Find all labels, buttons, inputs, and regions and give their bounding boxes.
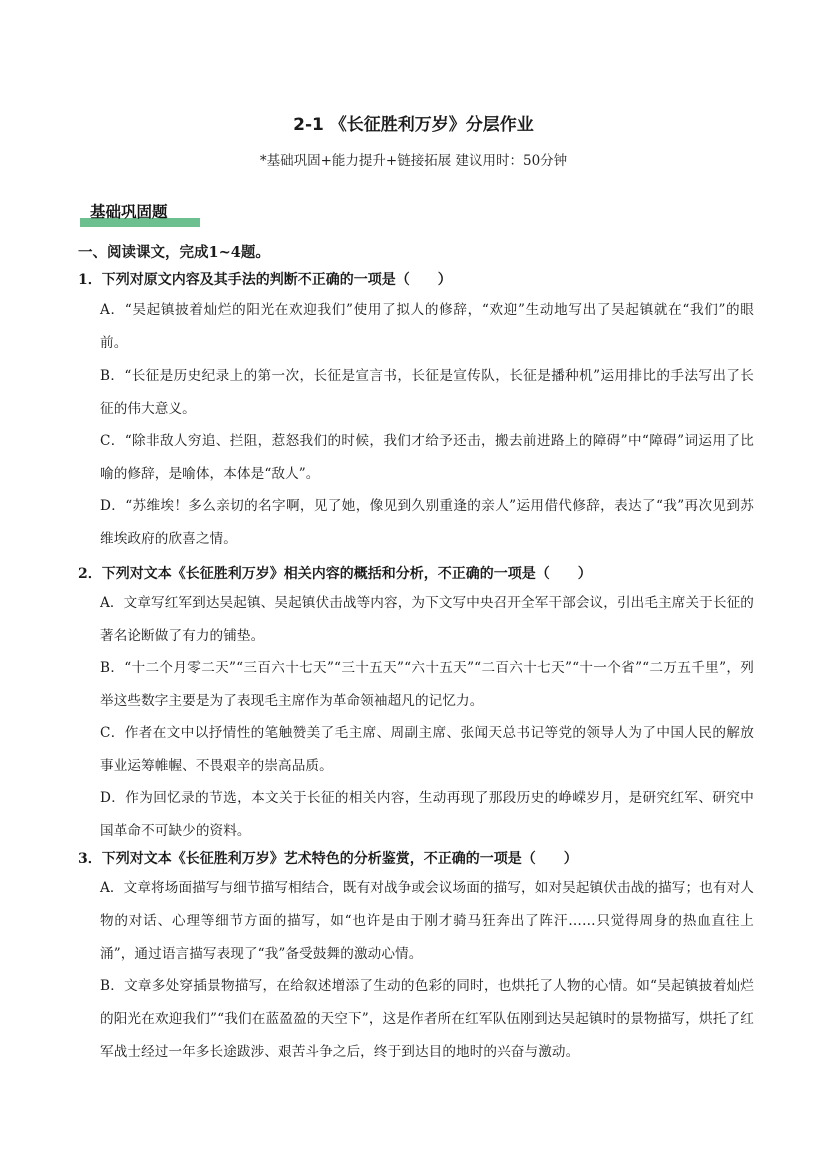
- question-1-option-a: A．“吴起镇披着灿烂的阳光在欢迎我们”使用了拟人的修辞，“欢迎”生动地写出了吴起镇就在“我们”的眼前。: [100, 302, 754, 351]
- section-tag: [80, 198, 200, 230]
- section-tag-label: 基础巩固题: [90, 203, 168, 221]
- question-3-option-a: A．文章将场面描写与细节描写相结合，既有对战争或会议场面的描写，如对吴起镇伏击战的描写；也有对人物的对话、心理等细节方面的描写，如“也许是由于刚才骑马狂奔出了阵汗……只觉得周身的热血直往上涌”，通过语言描写表现了“我”备受鼓舞的激动心情。: [100, 880, 754, 962]
- document-subtitle: *基础巩固+能力提升+链接拓展 建议用时：50分钟: [259, 153, 568, 169]
- question-2-option-d: D．作为回忆录的节选，本文关于长征的相关内容，生动再现了那段历史的峥嵘岁月，是研究红军、研究中国革命不可缺少的资料。: [100, 790, 754, 839]
- question-1-option-d: D．“苏维埃！多么亲切的名字啊，见了她，像见到久别重逢的亲人”运用借代修辞，表达了“我”再次见到苏维埃政府的欣喜之情。: [100, 498, 754, 547]
- document-title: 2-1 《长征胜利万岁》分层作业: [293, 115, 534, 135]
- question-1-option-b: B．“长征是历史纪录上的第一次，长征是宣言书，长征是宣传队，长征是播种机”运用排比的手法写出了长征的伟大意义。: [100, 368, 754, 417]
- question-2-option-a: A．文章写红军到达吴起镇、吴起镇伏击战等内容，为下文写中央召开全军干部会议，引出毛主席关于长征的著名论断做了有力的铺垫。: [100, 595, 754, 644]
- question-2-option-c: C．作者在文中以抒情性的笔触赞美了毛主席、周副主席、张闻天总书记等党的领导人为了中国人民的解放事业运筹帷幄、不畏艰辛的崇高品质。: [100, 725, 754, 774]
- question-2-option-b: B．“十二个月零二天”“三百六十七天”“三十五天”“六十五天”“二百六十七天”“十一个省”“二万五千里”，列举这些数字主要是为了表现毛主席作为革命领袖超凡的记忆力。: [100, 660, 754, 709]
- question-3-stem: 3．下列对文本《长征胜利万岁》艺术特色的分析鉴赏，不正确的一项是（ ）: [78, 851, 578, 867]
- question-1-option-c: C．“除非敌人穷追、拦阻，惹怒我们的时候，我们才给予还击，搬去前进路上的障碍”中“障碍”词运用了比喻的修辞，是喻体，本体是“敌人”。: [100, 433, 754, 482]
- question-3-option-b: B．文章多处穿插景物描写，在给叙述增添了生动的色彩的同时，也烘托了人物的心情。如“吴起镇披着灿烂的阳光在欢迎我们”“我们在蓝盈盈的天空下”，这是作者所在红军队伍刚到达吴起镇时的景物描写，烘托了红军战士经过一年多长途跋涉、艰苦斗争之后，终于到达目的地时的兴奋与激动。: [100, 978, 754, 1060]
- part-heading: 一、阅读课文，完成1~4题。: [78, 244, 270, 261]
- question-2-stem: 2．下列对文本《长征胜利万岁》相关内容的概括和分析，不正确的一项是（ ）: [78, 566, 592, 582]
- question-1-stem: 1．下列对原文内容及其手法的判断不正确的一项是（ ）: [78, 272, 452, 288]
